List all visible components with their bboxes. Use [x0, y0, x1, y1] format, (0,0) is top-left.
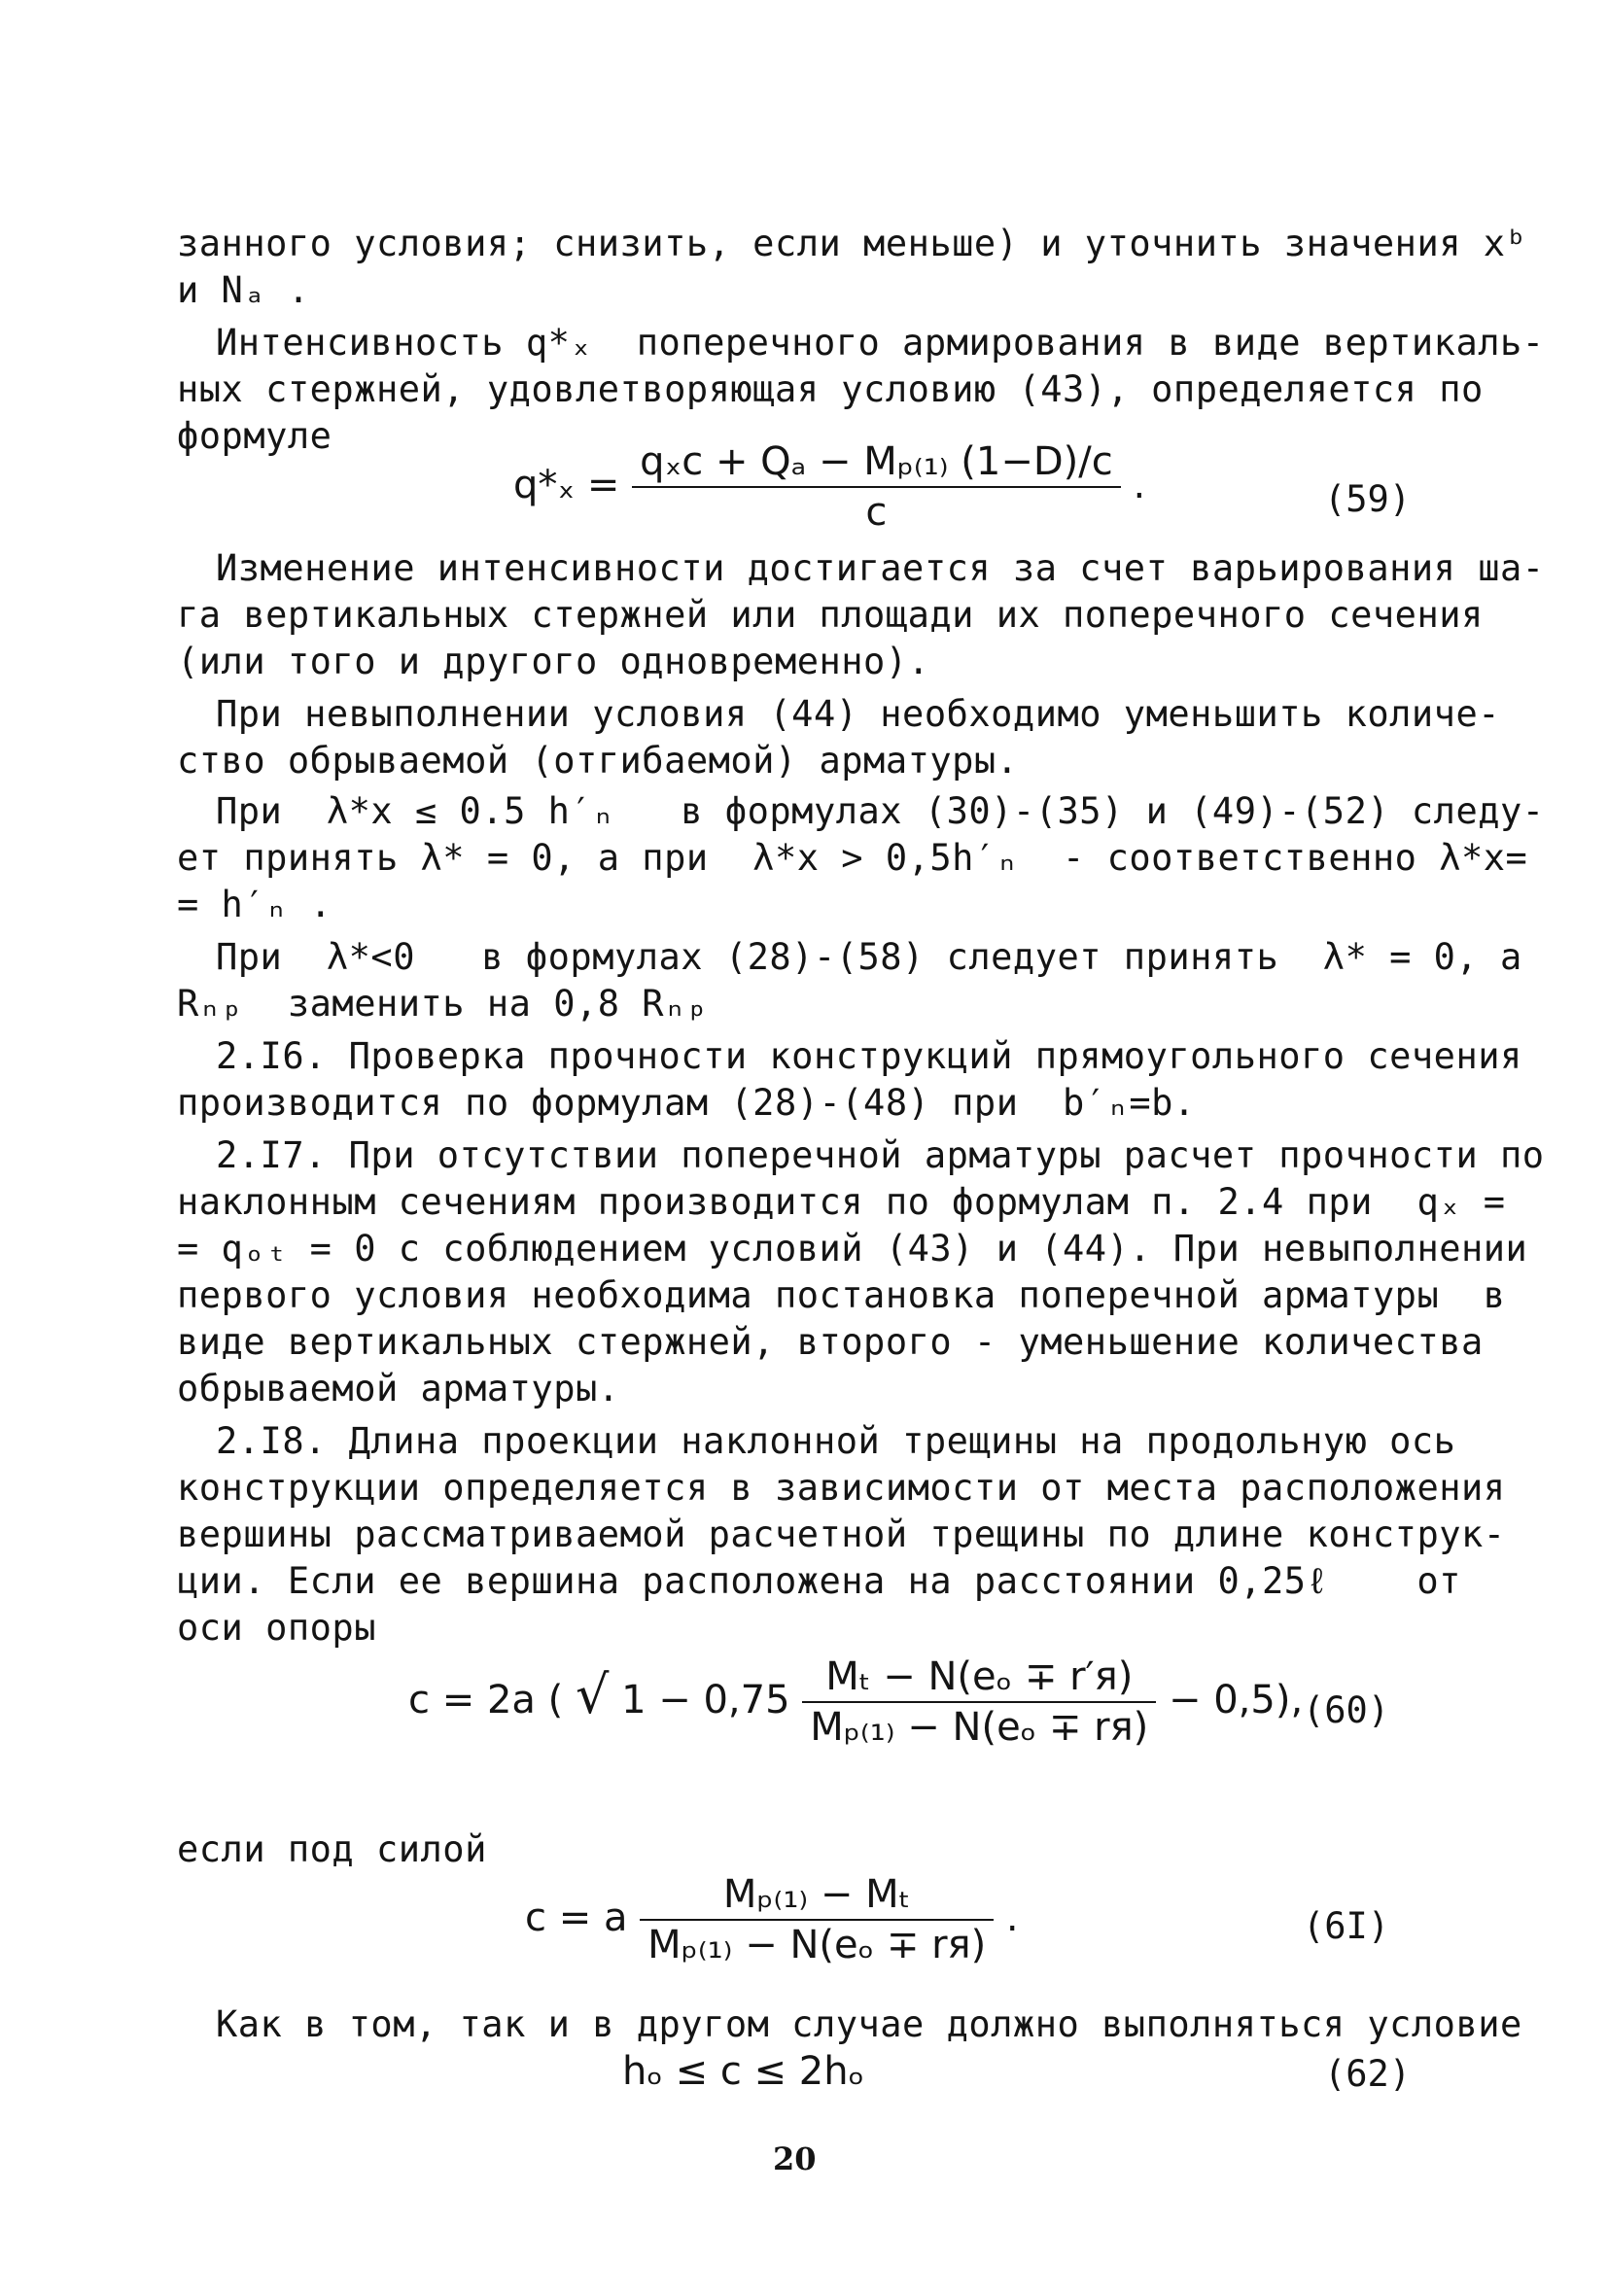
text-line: производится по формулам (28)-(48) при b′ₙ=b. [177, 1082, 1196, 1124]
formula-lhs: q*ₓ = [513, 463, 620, 507]
text-line: первого условия необходима постановка поперечной арматуры в [177, 1274, 1506, 1316]
text-line: оси опоры [177, 1607, 376, 1649]
text-line: 2.I8. Длина проекции наклонной трещины на продольную ось [216, 1420, 1456, 1462]
text-line: Изменение интенсивности достигается за счет варьирования ша- [216, 547, 1545, 589]
formula-61 [525, 1872, 1019, 1967]
numerator: Mₜ − N(eₒ ∓ r′я) [802, 1654, 1156, 1703]
text-line: ции. Если ее вершина расположена на расстоянии 0,25ℓ от [177, 1560, 1461, 1602]
formula-62: hₒ ≤ c ≤ 2hₒ [622, 2049, 865, 2094]
fraction [640, 1872, 994, 1967]
equation-number: (62) [1324, 2053, 1412, 2095]
formula-60 [408, 1654, 1303, 1750]
fraction [632, 439, 1121, 535]
numerator: qₓc + Qₐ − Mₚ₍₁₎ (1−D)/c [632, 439, 1121, 488]
numerator: Mₚ₍₁₎ − Mₜ [640, 1872, 994, 1921]
text-line: обрываемой арматуры. [177, 1368, 620, 1409]
equation-number: (60) [1303, 1689, 1390, 1731]
formula-lhs: c = 2a ( [408, 1678, 564, 1722]
text-line: При λ*<0 в формулах (28)-(58) следует принять λ* = 0, а [216, 936, 1522, 978]
sqrt-icon: √ [575, 1664, 610, 1725]
text-line: (или того и другого одновременно). [177, 641, 930, 682]
radicand-lead: 1 − 0,75 [621, 1678, 790, 1722]
text-line: виде вертикальных стержней, второго - уменьшение количества [177, 1321, 1484, 1363]
formula-tail: . [1133, 463, 1146, 507]
text-line: 2.I6. Проверка прочности конструкций прямоугольного сечения [216, 1035, 1522, 1077]
text-line: При невыполнении условия (44) необходимо уменьшить количе- [216, 693, 1501, 735]
denominator: Mₚ₍₁₎ − N(eₒ ∓ rя) [810, 1705, 1149, 1750]
text-line: = qₒₜ = 0 с соблюдением условий (43) и (44). При невыполнении [177, 1228, 1528, 1270]
page-number: 20 [773, 2140, 817, 2177]
fraction [802, 1654, 1156, 1750]
text-line: и Nₐ . [177, 269, 310, 311]
formula-lhs: c = a [525, 1896, 628, 1940]
equation-number: (6I) [1303, 1905, 1390, 1947]
text-line: ных стержней, удовлетворяющая условию (43), определяется по [177, 368, 1484, 410]
text-line: При λ*x ≤ 0.5 h′ₙ в формулах (30)-(35) и (49)-(52) следу- [216, 790, 1545, 832]
text-line: вершины рассматриваемой расчетной трещины по длине конструк- [177, 1513, 1506, 1555]
text-line: га вертикальных стержней или площади их поперечного сечения [177, 594, 1484, 636]
text-line: если под силой [177, 1828, 487, 1870]
formula-tail: − 0,5), [1169, 1678, 1304, 1722]
text-line: 2.I7. При отсутствии поперечной арматуры расчет прочности по [216, 1134, 1545, 1176]
text-line: Интенсивность q*ₓ поперечного армирования в виде вертикаль- [216, 322, 1545, 364]
text-line: занного условия; снизить, если меньше) и уточнить значения xᵇ [177, 223, 1528, 264]
formula-59 [513, 439, 1145, 535]
equation-number: (59) [1324, 478, 1412, 520]
text-line: Как в том, так и в другом случае должно выполняться условие [216, 2003, 1522, 2045]
text-line: ет принять λ* = 0, а при λ*x > 0,5h′ₙ - соответственно λ*x= [177, 837, 1528, 879]
text-line: = h′ₙ . [177, 884, 332, 925]
text-line: ство обрываемой (отгибаемой) арматуры. [177, 740, 1019, 782]
denominator: c [865, 490, 888, 535]
text-line: формуле [177, 415, 332, 457]
formula-tail: . [1005, 1896, 1019, 1940]
text-line: наклонным сечениям производится по формулам п. 2.4 при qₓ = [177, 1181, 1506, 1223]
text-line: конструкции определяется в зависимости от места расположения [177, 1467, 1506, 1509]
denominator: Mₚ₍₁₎ − N(eₒ ∓ rя) [647, 1923, 987, 1967]
text-line: Rₙₚ заменить на 0,8 Rₙₚ [177, 983, 709, 1025]
